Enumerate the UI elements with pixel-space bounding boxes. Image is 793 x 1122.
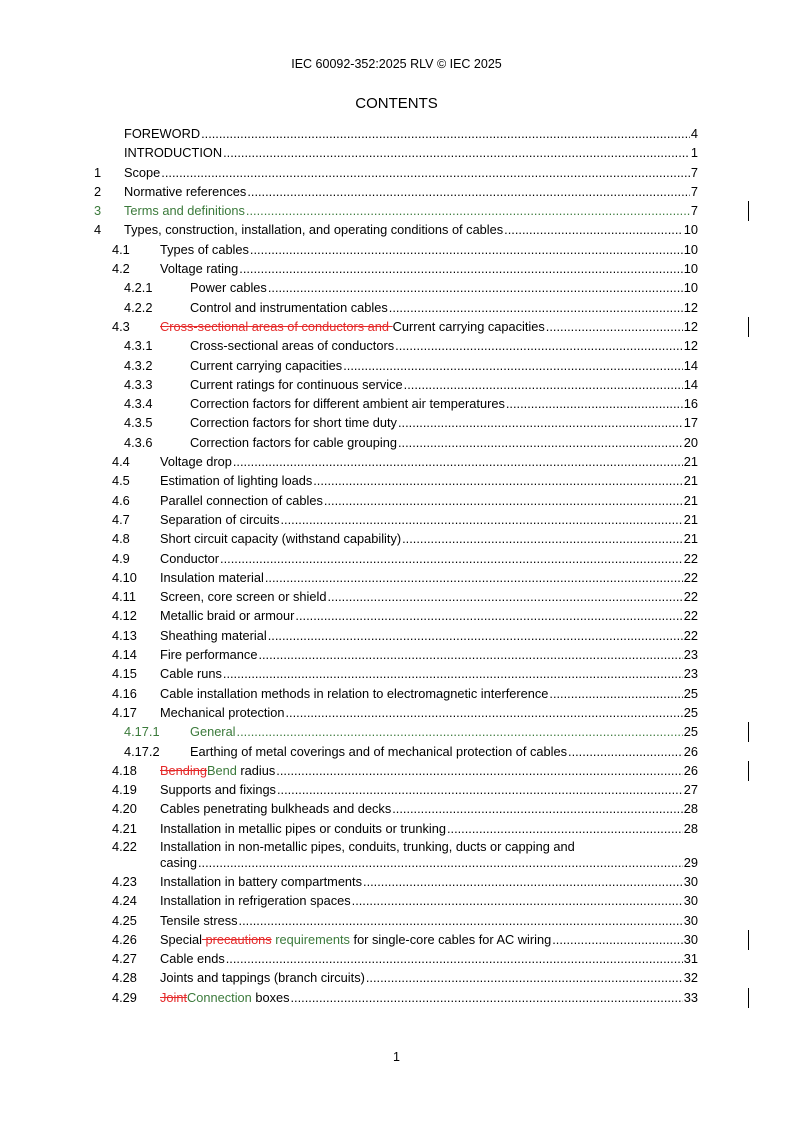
toc-number: 4.4: [112, 454, 130, 470]
toc-number: 4.3: [112, 318, 130, 334]
title-text: INTRODUCTION: [124, 145, 223, 161]
dot-leader: [506, 394, 683, 413]
deleted-text: Cross-sectional areas of conductors and: [160, 318, 393, 334]
toc-number: 4.24: [112, 893, 137, 909]
toc-number: 4.3.3: [124, 376, 153, 392]
inserted-text: Connection: [187, 989, 252, 1005]
toc-number: 4: [94, 222, 102, 238]
dot-leader: [246, 201, 690, 220]
toc-page-number: 21: [683, 492, 698, 508]
toc-number: 4.15: [112, 666, 137, 682]
toc-number: 4.8: [112, 531, 130, 547]
dot-leader: [352, 891, 683, 910]
toc-page-number: 22: [683, 608, 698, 624]
page-title: CONTENTS: [355, 95, 438, 112]
deleted-text: Bending: [160, 762, 207, 778]
toc-page-number: 22: [683, 627, 698, 643]
toc-title: [160, 259, 238, 278]
toc-title: [190, 298, 388, 317]
toc-title: [160, 568, 264, 587]
dot-leader: [546, 317, 683, 336]
toc-number: 2: [94, 183, 102, 199]
toc-number: 4.19: [112, 782, 137, 798]
toc-entry-4-12[interactable]: [94, 606, 698, 625]
inserted-text: General: [190, 724, 236, 740]
dot-leader: [268, 626, 683, 645]
change-bar: [748, 761, 749, 781]
title-text: FOREWORD: [124, 126, 201, 141]
toc-number: 4.18: [112, 762, 137, 778]
toc-page-number: 30: [683, 873, 698, 889]
title-text: Cross-sectional areas of conductors: [190, 338, 395, 354]
toc-page-number: 26: [683, 743, 698, 759]
toc-entry-4-17-2[interactable]: [94, 742, 698, 761]
toc-title: [160, 684, 548, 703]
toc-title: [160, 645, 257, 664]
dot-leader: [220, 549, 683, 568]
toc-entry-4-18[interactable]: [94, 761, 698, 780]
inserted-text: Terms and definitions: [124, 203, 245, 219]
toc-title: [160, 471, 312, 490]
toc-title: [160, 911, 238, 930]
toc-number: 4.3.2: [124, 357, 153, 373]
toc-page-number: 10: [683, 261, 698, 277]
toc-page-number: 33: [683, 989, 698, 1005]
title-text: for single-core cables for AC wiring: [349, 931, 552, 947]
title-text: Fire performance: [160, 647, 258, 663]
toc-entry-4[interactable]: [94, 220, 698, 239]
toc-number: 4.29: [112, 989, 137, 1005]
toc-page-number: 7: [690, 183, 698, 199]
toc-entry-4-17[interactable]: [94, 703, 698, 722]
toc-entry-4-16[interactable]: [94, 684, 698, 703]
dot-leader: [233, 452, 683, 471]
toc-page-number: 22: [683, 569, 698, 585]
toc-title: [160, 839, 575, 855]
title-text: Types of cables: [160, 241, 249, 257]
change-bar: [748, 317, 749, 337]
toc-entry-4-8[interactable]: [94, 529, 698, 548]
toc-number: 4.20: [112, 801, 137, 817]
toc-page-number: 10: [683, 241, 698, 257]
toc-entry-4-20[interactable]: [94, 799, 698, 818]
toc-entry-4-22[interactable]: [94, 838, 698, 872]
toc-title: [160, 761, 275, 780]
dot-leader: [226, 949, 683, 968]
title-text: Voltage rating: [160, 261, 239, 277]
title-text: Installation in battery compartments: [160, 873, 363, 889]
title-text: boxes: [251, 989, 290, 1005]
toc-number: 4.3.5: [124, 415, 153, 431]
toc-number: 4.16: [112, 685, 137, 701]
toc-title: [124, 163, 160, 182]
toc-entry-4-13[interactable]: [94, 626, 698, 645]
title-text: Installation in refrigeration spaces: [160, 893, 351, 909]
toc-title: [160, 491, 323, 510]
dot-leader: [285, 703, 682, 722]
toc-number: 4.21: [112, 820, 137, 836]
toc-page-number: 12: [683, 338, 698, 354]
title-text: Correction factors for cable grouping: [190, 434, 397, 450]
title-text: Joints and tappings (branch circuits): [160, 970, 365, 986]
title-text: Current carrying capacities: [190, 357, 343, 373]
toc-title: [160, 930, 551, 949]
dot-leader: [402, 529, 683, 548]
inserted-text: Bend: [206, 762, 237, 778]
toc-title: [160, 549, 219, 568]
toc-number: 4.13: [112, 627, 137, 643]
toc-title: [190, 336, 394, 355]
dot-leader: [343, 356, 683, 375]
toc-number: 4.17: [112, 704, 137, 720]
dot-leader: [161, 163, 690, 182]
toc-number: 1: [94, 164, 102, 180]
toc-title: [160, 626, 267, 645]
toc-title: [160, 988, 290, 1007]
toc-title: [160, 891, 351, 910]
toc-number: 4.1: [112, 241, 130, 257]
toc-page-number: 12: [683, 318, 698, 334]
toc-page-number: 22: [683, 550, 698, 566]
toc-title: [160, 949, 225, 968]
title-text: Voltage drop: [160, 454, 232, 470]
title-text: Correction factors for short time duty: [190, 415, 397, 431]
title-text: Special: [160, 931, 202, 947]
page-number: 1: [393, 1050, 400, 1064]
toc-entry-introduction[interactable]: [94, 143, 698, 162]
toc-title: [160, 317, 545, 336]
toc-entry-4-5[interactable]: [94, 471, 698, 490]
dot-leader: [223, 664, 683, 683]
toc-page-number: 26: [683, 762, 698, 778]
toc-entry-4-19[interactable]: [94, 780, 698, 799]
dot-leader: [198, 855, 683, 871]
toc-page-number: 7: [690, 203, 698, 219]
toc-title: [190, 722, 236, 741]
toc-number: 4.7: [112, 511, 130, 527]
toc-number: 4.6: [112, 492, 130, 508]
toc-title: [160, 240, 249, 259]
title-text: Metallic braid or armour: [160, 608, 295, 624]
toc-entry-4-6[interactable]: [94, 491, 698, 510]
toc-number: 4.2.1: [124, 280, 153, 296]
toc-page-number: 14: [683, 357, 698, 373]
toc-entry-4-23[interactable]: [94, 872, 698, 891]
toc-entry-4-3-4[interactable]: [94, 394, 698, 413]
toc-page-number: 4: [690, 126, 698, 141]
toc-title: [124, 143, 222, 162]
dot-leader: [247, 182, 690, 201]
dot-leader: [239, 911, 683, 930]
toc-title: [190, 356, 342, 375]
toc-page-number: 25: [683, 724, 698, 740]
toc-entry-4-29[interactable]: [94, 988, 698, 1007]
title-text: Mechanical protection: [160, 704, 285, 720]
toc-entry-4-26[interactable]: [94, 930, 698, 949]
toc-entry-4-3[interactable]: [94, 317, 698, 336]
toc-page-number: 25: [683, 704, 698, 720]
toc-page-number: 32: [683, 970, 698, 986]
toc-entry-4-17-1[interactable]: [94, 722, 698, 741]
title-text: Current carrying capacities: [392, 318, 545, 334]
change-bar: [748, 201, 749, 221]
toc-page-number: 23: [683, 647, 698, 663]
toc-title: [124, 124, 200, 143]
toc-number: 4.3.4: [124, 396, 153, 412]
toc-page-number: 30: [683, 893, 698, 909]
toc-page-number: 17: [683, 415, 698, 431]
toc-number: 4.11: [112, 589, 136, 605]
toc-page-number: 16: [683, 396, 698, 412]
toc-page-number: 31: [683, 951, 698, 967]
toc-entry-4-1[interactable]: [94, 240, 698, 259]
dot-leader: [201, 124, 690, 143]
title-text: Insulation material: [160, 569, 264, 585]
toc-entry-4-3-3[interactable]: [94, 375, 698, 394]
title-text: Normative references: [124, 183, 247, 199]
toc-page-number: 29: [683, 854, 698, 870]
toc-page-number: 28: [683, 820, 698, 836]
change-bar: [748, 930, 749, 950]
toc-number: 4.10: [112, 569, 137, 585]
dot-leader: [447, 819, 683, 838]
toc-title: [160, 587, 326, 606]
page-header: IEC 60092-352:2025 RLV © IEC 2025: [291, 57, 502, 71]
toc-number: 4.25: [112, 912, 137, 928]
dot-leader: [363, 872, 683, 891]
title-text: Cable installation methods in relation to electromagnetic interference: [160, 685, 549, 701]
dot-leader: [265, 568, 683, 587]
dot-leader: [291, 988, 683, 1007]
title-text: Cables penetrating bulkheads and decks: [160, 801, 392, 817]
toc-number: 4.27: [112, 951, 137, 967]
toc-entry-4-2-2[interactable]: [94, 298, 698, 317]
title-text: Earthing of metal coverings and of mechanical protection of cables: [190, 743, 568, 759]
title-text: Sheathing material: [160, 627, 267, 643]
toc-page-number: 30: [683, 912, 698, 928]
toc-entry-4-24[interactable]: [94, 891, 698, 910]
toc-title: [190, 394, 505, 413]
title-text: Screen, core screen or shield: [160, 589, 327, 605]
toc-title: [160, 819, 446, 838]
dot-leader: [404, 375, 683, 394]
toc-title: [160, 664, 222, 683]
inserted-text: requirements: [271, 931, 350, 947]
toc-entry-4-21[interactable]: [94, 819, 698, 838]
toc-entry-1[interactable]: [94, 163, 698, 182]
dot-leader: [268, 278, 683, 297]
toc-page-number: 23: [683, 666, 698, 682]
toc-title: [124, 182, 246, 201]
dot-leader: [277, 780, 683, 799]
toc-number: 4.12: [112, 608, 137, 624]
toc-page-number: 1: [690, 145, 698, 161]
toc-title: [160, 452, 232, 471]
dot-leader: [223, 143, 690, 162]
dot-leader: [398, 413, 683, 432]
title-text: radius: [236, 762, 276, 778]
toc-page-number: 22: [683, 589, 698, 605]
dot-leader: [504, 220, 683, 239]
change-bar: [748, 722, 749, 742]
title-text: Cable ends: [160, 951, 225, 967]
title-text: Scope: [124, 164, 161, 180]
title-text: Power cables: [190, 280, 267, 296]
toc-title-continued: casing: [160, 854, 197, 870]
toc-number: 3: [94, 203, 102, 219]
title-text: Conductor: [160, 550, 220, 566]
title-text: Cable runs: [160, 666, 222, 682]
dot-leader: [281, 510, 683, 529]
toc-number: 4.3.1: [124, 338, 153, 354]
toc-entry-4-25[interactable]: [94, 911, 698, 930]
toc-page-number: 21: [683, 473, 698, 489]
dot-leader: [549, 684, 682, 703]
toc-number: 4.9: [112, 550, 130, 566]
deleted-text: precautions: [201, 931, 272, 947]
dot-leader: [295, 606, 682, 625]
toc-entry-foreword[interactable]: [94, 124, 698, 143]
dot-leader: [366, 968, 683, 987]
toc-number: 4.17.1: [124, 724, 160, 740]
toc-title: [190, 433, 397, 452]
dot-leader: [568, 742, 683, 761]
title-text: Installation in non-metallic pipes, conduits, trunking, ducts or capping and: [160, 838, 575, 854]
toc-title: [160, 606, 294, 625]
title-text: Separation of circuits: [160, 511, 280, 527]
toc-entry-4-28[interactable]: [94, 968, 698, 987]
toc-title: [124, 201, 245, 220]
toc-entry-4-14[interactable]: [94, 645, 698, 664]
toc-number: 4.2.2: [124, 299, 153, 315]
dot-leader: [239, 259, 683, 278]
dot-leader: [250, 240, 683, 259]
dot-leader: [389, 298, 683, 317]
toc-title: [160, 968, 365, 987]
toc-number: 4.3.6: [124, 434, 153, 450]
toc-title: [190, 375, 403, 394]
change-bar: [748, 988, 749, 1008]
toc-number: 4.14: [112, 647, 137, 663]
toc-page-number: 25: [683, 685, 698, 701]
toc-number: 4.23: [112, 873, 137, 889]
dot-leader: [398, 433, 683, 452]
title-text: Short circuit capacity (withstand capability): [160, 531, 402, 547]
toc-entry-2[interactable]: [94, 182, 698, 201]
toc-page-number: 10: [683, 280, 698, 296]
toc-title: [190, 742, 567, 761]
toc-number: 4.17.2: [124, 743, 160, 759]
toc-page-number: 21: [683, 454, 698, 470]
toc-page-number: 28: [683, 801, 698, 817]
toc-page-number: 30: [683, 931, 698, 947]
toc-entry-4-2[interactable]: [94, 259, 698, 278]
toc-number: 4.26: [112, 931, 137, 947]
toc-number: 4.22: [112, 838, 137, 854]
title-text: Types, construction, installation, and operating conditions of cables: [124, 222, 504, 238]
toc-page-number: 7: [690, 164, 698, 180]
toc-title: [160, 799, 391, 818]
toc-entry-4-9[interactable]: [94, 549, 698, 568]
toc-title: [190, 413, 397, 432]
toc-page-number: 12: [683, 299, 698, 315]
toc-number: 4.2: [112, 261, 130, 277]
title-text: Tensile stress: [160, 912, 238, 928]
title-text: Correction factors for different ambient air temperatures: [190, 396, 505, 412]
toc-entry-4-4[interactable]: [94, 452, 698, 471]
dot-leader: [258, 645, 682, 664]
toc-title: [160, 872, 362, 891]
deleted-text: Joint: [160, 989, 188, 1005]
dot-leader: [276, 761, 682, 780]
toc-entry-4-3-2[interactable]: [94, 356, 698, 375]
toc-entry-4-11[interactable]: [94, 587, 698, 606]
toc-entry-4-3-6[interactable]: [94, 433, 698, 452]
toc-number: 4.28: [112, 970, 137, 986]
table-of-contents: [94, 124, 698, 1007]
toc-entry-3[interactable]: [94, 201, 698, 220]
toc-page-number: 20: [683, 434, 698, 450]
toc-title: [160, 510, 280, 529]
toc-entry-4-3-1[interactable]: [94, 336, 698, 355]
dot-leader: [552, 930, 683, 949]
toc-entry-4-27[interactable]: [94, 949, 698, 968]
title-text: Supports and fixings: [160, 782, 276, 798]
title-text: Parallel connection of cables: [160, 492, 323, 508]
dot-leader: [313, 471, 683, 490]
dot-leader: [327, 587, 682, 606]
toc-entry-4-2-1[interactable]: [94, 278, 698, 297]
toc-title: [190, 278, 267, 297]
title-text: Estimation of lighting loads: [160, 473, 313, 489]
title-text: Control and instrumentation cables: [190, 299, 388, 315]
toc-entry-4-10[interactable]: [94, 568, 698, 587]
toc-title: [160, 529, 401, 548]
title-text: Installation in metallic pipes or conduits or trunking: [160, 820, 446, 836]
toc-page-number: 21: [683, 531, 698, 547]
toc-title: [160, 703, 284, 722]
dot-leader: [392, 799, 683, 818]
toc-number: 4.5: [112, 473, 130, 489]
title-text: Current ratings for continuous service: [190, 376, 403, 392]
dot-leader: [324, 491, 683, 510]
toc-page-number: 21: [683, 511, 698, 527]
dot-leader: [237, 722, 683, 741]
toc-page-number: 27: [683, 782, 698, 798]
toc-title: [160, 780, 276, 799]
toc-entry-4-3-5[interactable]: [94, 413, 698, 432]
toc-page-number: 10: [683, 222, 698, 238]
toc-title: [124, 220, 503, 239]
toc-entry-4-15[interactable]: [94, 664, 698, 683]
toc-page-number: 14: [683, 376, 698, 392]
toc-entry-4-7[interactable]: [94, 510, 698, 529]
dot-leader: [395, 336, 683, 355]
